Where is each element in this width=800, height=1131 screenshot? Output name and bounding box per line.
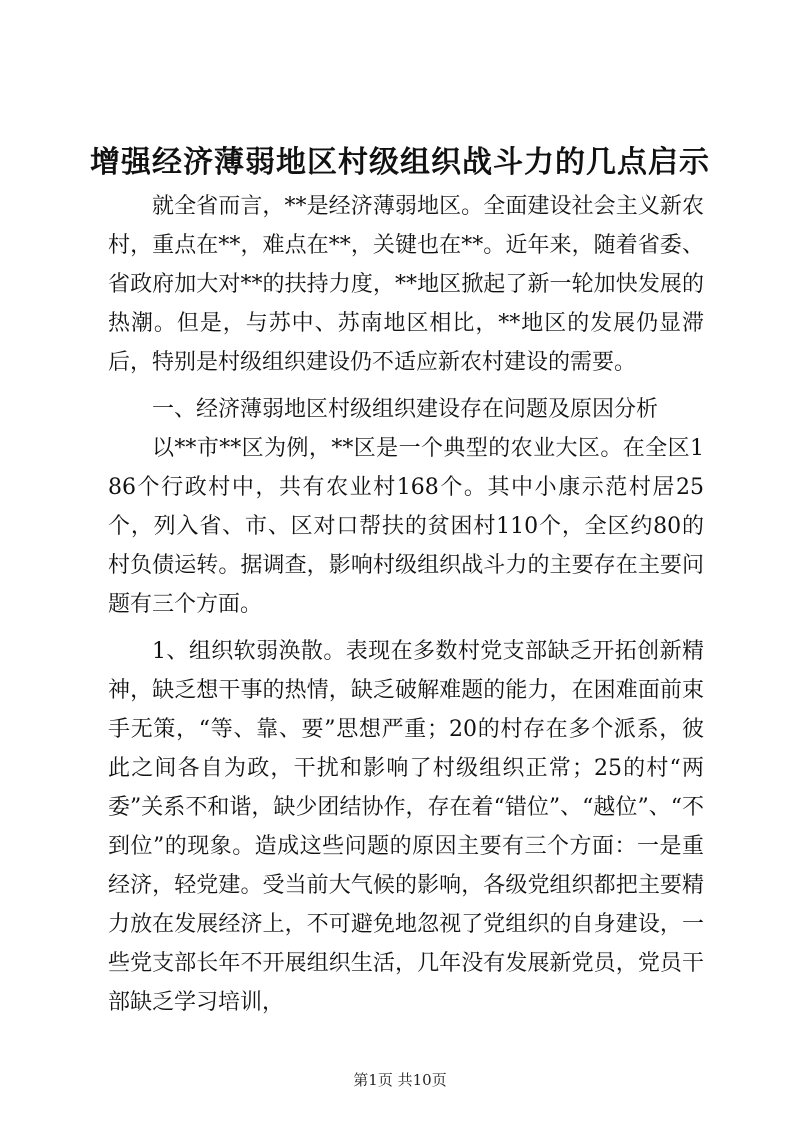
paragraph-intro: 就全省而言，**是经济薄弱地区。全面建设社会主义新农村，重点在**，难点在**，关键也在**。近年来，随着省委、省政府加大对**的扶持力度，**地区掀起了新一轮加快发展的热潮。但是，与苏中、苏南地区相比，**地区的发展仍显滞后，特别是村级组织建设仍不适应新农村建设的需要。: [108, 194, 704, 375]
document-title: 增强经济薄弱地区村级组织战斗力的几点启示: [90, 145, 710, 180]
paragraph-example: 以**市**区为例，**区是一个典型的农业大区。在全区186个行政村中，共有农业村168个。其中小康示范村居25个，列入省、市、区对口帮扶的贫困村110个，全区约80的村负债运转。据调查，影响村级组织战斗力的主要存在主要问题有三个方面。: [108, 436, 704, 617]
section-heading: 一、经济薄弱地区村级组织建设存在问题及原因分析: [152, 397, 659, 422]
document-body: [108, 187, 704, 1022]
page-footer: 第1页 共10页: [353, 1071, 447, 1089]
paragraph-point-1: 1、组织软弱涣散。表现在多数村党支部缺乏开拓创新精神，缺乏想干事的热情，缺乏破解难题的能力，在困难面前束手无策，“等、靠、要”思想严重；20的村存在多个派系，彼此之间各自为政，干扰和影响了村级组织正常；25的村“两委”关系不和谐，缺少团结协作，存在着“错位”、“越位”、“不到位”的现象。造成这些问题的原因主要有三个方面：一是重经济，轻党建。受当前大气候的影响，各级党组织都把主要精力放在发展经济上，不可避免地忽视了党组织的自身建设，一些党支部长年不开展组织生活，几年没有发展新党员，党员干部缺乏学习培训，: [108, 639, 704, 1015]
